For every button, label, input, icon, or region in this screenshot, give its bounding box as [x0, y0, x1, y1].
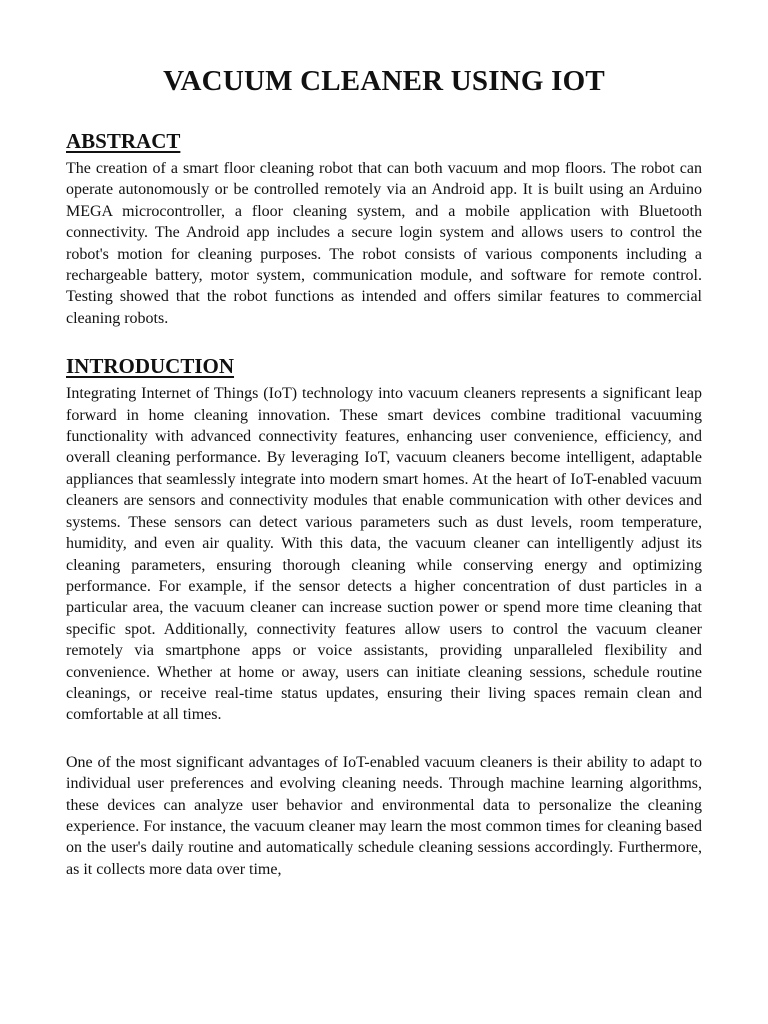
document-title: VACUUM CLEANER USING IOT	[163, 65, 605, 97]
introduction-paragraph-1: Integrating Internet of Things (IoT) technology into vacuum cleaners represents a significant leap forward in home cleaning innovation. These smart devices combine traditional vacuuming functionality with advanced connectivity features, enhancing user convenience, efficiency, and overall cleaning performance. By leveraging IoT, vacuum cleaners become intelligent, adaptable appliances that seamlessly integrate into modern smart homes. At the heart of IoT-enabled vacuum cleaners are sensors and connectivity modules that enable communication with other devices and systems. These sensors can detect various parameters such as dust levels, room temperature, humidity, and even air quality. With this data, the vacuum cleaner can intelligently adjust its cleaning parameters, ensuring thorough cleaning while conserving energy and optimizing performance. For example, if the sensor detects a higher concentration of dust particles in a particular area, the vacuum cleaner can increase suction power or spend more time cleaning that specific spot. Additionally, connectivity features allow users to control the vacuum cleaner remotely via smartphone apps or voice assistants, providing unparalleled flexibility and convenience. Whether at home or away, users can initiate cleaning sessions, schedule routine cleanings, or receive real-time status updates, ensuring their living spaces remain clean and comfortable at all times.	[66, 385, 702, 724]
introduction-paragraph-2: One of the most significant advantages of IoT-enabled vacuum cleaners is their ability to adapt to individual user preferences and evolving cleaning needs. Through machine learning algorithms, these devices can analyze user behavior and environmental data to personalize the cleaning experience. For instance, the vacuum cleaner may learn the most common times for cleaning based on the user's daily routine and automatically schedule cleaning sessions accordingly. Furthermore, as it collects more data over time,	[66, 753, 702, 878]
abstract-paragraph: The creation of a smart floor cleaning robot that can both vacuum and mop floors. The robot can operate autonomously or be controlled remotely via an Android app. It is built using an Arduino MEGA microcontroller, a floor cleaning system, and a mobile application with Bluetooth connectivity. The Android app includes a secure login system and allows users to control the robot's motion for cleaning purposes. The robot consists of various components including a rechargeable battery, motor system, communication module, and software for remote control. Testing showed that the robot functions as intended and offers similar features to commercial cleaning robots.	[66, 160, 702, 327]
section-heading-abstract: ABSTRACT	[66, 129, 181, 153]
section-heading-introduction: INTRODUCTION	[66, 354, 235, 379]
